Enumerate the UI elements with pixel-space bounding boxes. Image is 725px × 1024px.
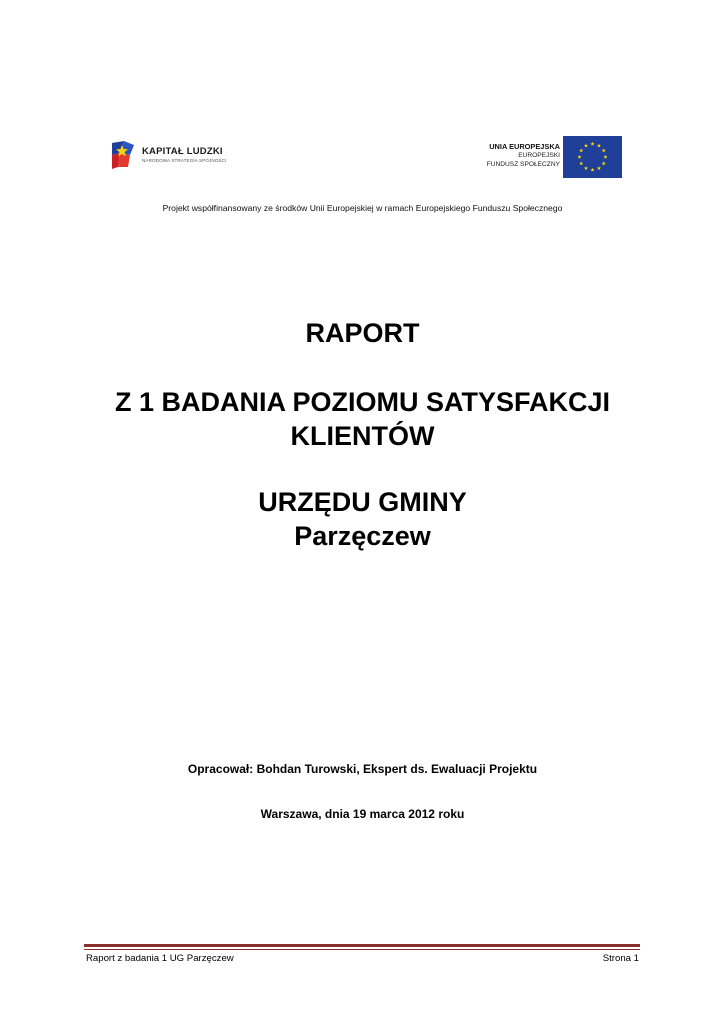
ue-line-2: EUROPEJSKI xyxy=(518,152,560,159)
office-name-line-2: Parzęczew xyxy=(294,521,431,551)
report-subtitle-line-2: KLIENTÓW xyxy=(290,421,435,451)
office-name xyxy=(0,485,725,553)
kapital-ludzki-emblem-icon xyxy=(108,137,136,173)
footer-rule-thin xyxy=(84,949,640,950)
ue-line-1: UNIA EUROPEJSKA xyxy=(489,142,560,151)
footer-title: Raport z badania 1 UG Parzęczew xyxy=(86,953,234,964)
cofinance-note: Projekt współfinansowany ze środków Unii Europejskiej w ramach Europejskiego Funduszu Społecznego xyxy=(162,203,563,213)
unia-europejska-logo xyxy=(470,136,622,178)
eu-flag-icon xyxy=(563,136,622,178)
kapital-ludzki-subtitle: NARODOWA STRATEGIA SPÓJNOŚCI xyxy=(142,158,227,163)
footer-page-number: Strona 1 xyxy=(602,953,639,964)
report-subtitle xyxy=(0,385,725,453)
ue-line-3: FUNDUSZ SPOŁECZNY xyxy=(486,161,560,168)
kapital-ludzki-title: KAPITAŁ LUDZKI xyxy=(142,146,223,157)
author-line: Opracował: Bohdan Turowski, Ekspert ds. Ewaluacji Projektu xyxy=(187,762,538,776)
footer-rule-thick xyxy=(84,944,640,947)
report-title: RAPORT xyxy=(305,318,420,348)
kapital-ludzki-logo xyxy=(108,137,236,173)
office-name-line-1: URZĘDU GMINY xyxy=(258,487,467,517)
place-date-line: Warszawa, dnia 19 marca 2012 roku xyxy=(260,807,465,821)
ue-logo-text xyxy=(487,142,560,169)
report-subtitle-line-1: Z 1 BADANIA POZIOMU SATYSFAKCJI xyxy=(114,387,611,417)
